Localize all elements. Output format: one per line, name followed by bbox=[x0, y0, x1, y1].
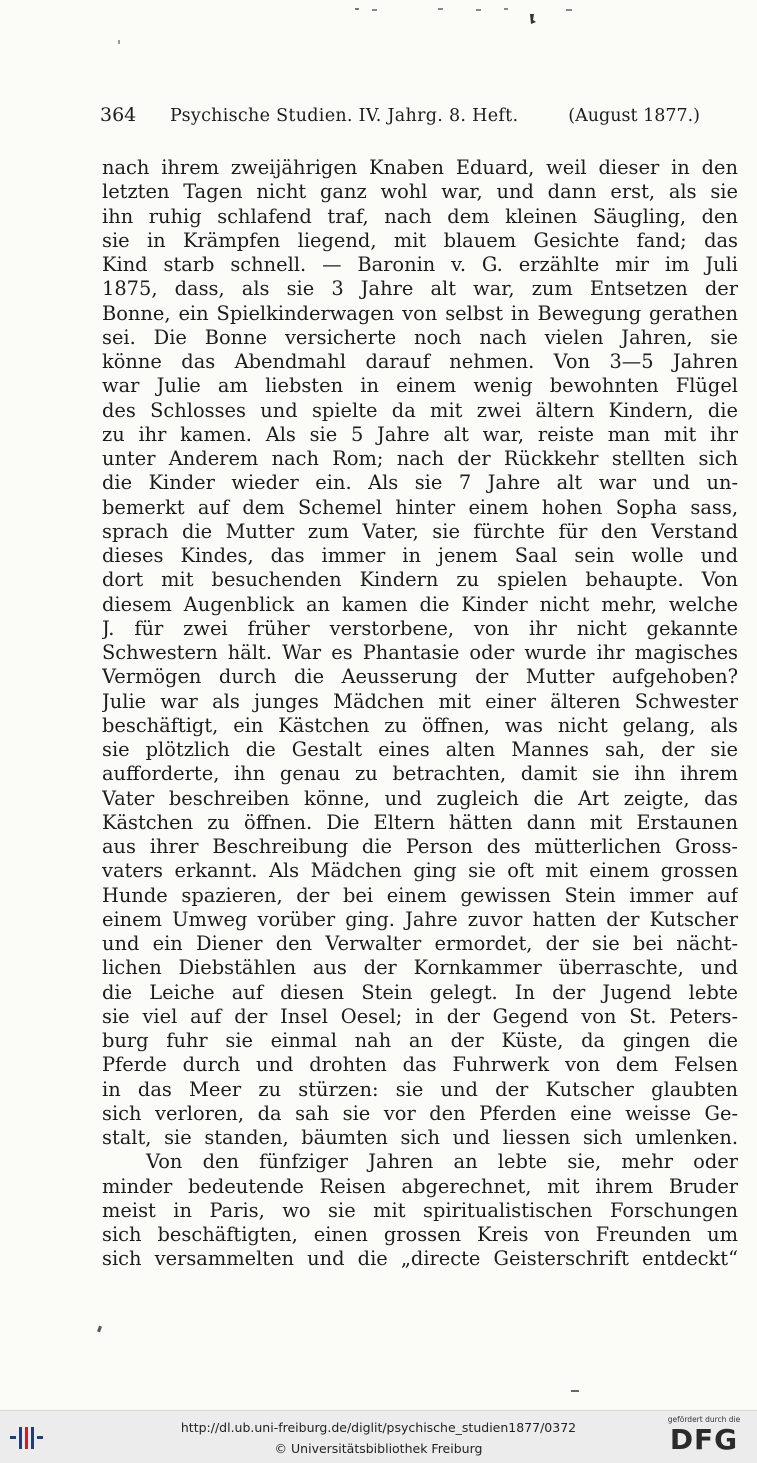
text-line: ihn ruhig schlafend traf, nach dem kleinen Säugling, den bbox=[102, 204, 738, 228]
text-line: sich verloren, da sah sie vor den Pferden eine weisse Ge- bbox=[102, 1101, 738, 1125]
text-line: beschäftigt, ein Kästchen zu öffnen, was nicht gelang, als bbox=[102, 713, 738, 737]
scan-mark bbox=[97, 1326, 102, 1333]
text-line: Kind starb schnell. — Baronin v. G. erzählte mir im Juli bbox=[102, 253, 738, 276]
text-line: die Kinder wieder ein. Als sie 7 Jahre alt war und un- bbox=[102, 471, 738, 495]
text-line: sie viel auf der Insel Oesel; in der Gegend von St. Peters- bbox=[102, 1004, 738, 1028]
text-line: stalt, sie standen, bäumten sich und liessen sich umlenken. bbox=[102, 1126, 738, 1149]
text-line: Hunde spazieren, der bei einem gewissen Stein immer auf bbox=[102, 883, 738, 907]
text-line: aufforderte, ihn genau zu betrachten, damit sie ihn ihrem bbox=[102, 762, 738, 786]
text-line: dort mit besuchenden Kindern zu spielen behaupte. Von bbox=[102, 568, 738, 592]
text-line: lichen Diebstählen aus der Kornkammer überraschte, und bbox=[102, 956, 738, 980]
body-text bbox=[102, 156, 738, 1272]
text-line: Pferde durch und drohten das Fuhrwerk von dem Felsen bbox=[102, 1053, 738, 1077]
text-line: 1875, dass, als sie 3 Jahre alt war, zum Entsetzen der bbox=[102, 277, 738, 301]
text-line: unter Anderem nach Rom; nach der Rückkehr stellten sich bbox=[102, 447, 738, 470]
text-line: minder bedeutende Reisen abgerechnet, mit ihrem Bruder bbox=[102, 1174, 738, 1198]
text-line: des Schlosses und spielte da mit zwei ältern Kindern, die bbox=[102, 398, 738, 422]
viewer-footer bbox=[0, 1410, 757, 1463]
text-line: Vermögen durch die Aeusserung der Mutter aufgehoben? bbox=[102, 665, 738, 689]
scan-mark bbox=[571, 1390, 579, 1392]
text-line: Von den fünfziger Jahren an lebte sie, mehr oder bbox=[146, 1150, 738, 1174]
text-line: könne das Abendmahl darauf nehmen. Von 3—5 Jahren bbox=[102, 350, 738, 373]
copyright-notice: © Universitätsbibliothek Freiburg bbox=[274, 1441, 483, 1456]
text-line: und ein Diener den Verwalter ermordet, der sie bei nächt- bbox=[102, 932, 738, 955]
text-line: Bonne, ein Spielkinderwagen von selbst in Bewegung gerathen bbox=[102, 301, 738, 325]
text-line: in das Meer zu stürzen: sie und der Kutscher glaubten bbox=[102, 1077, 738, 1101]
text-line: letzten Tagen nicht ganz wohl war, und dann erst, als sie bbox=[102, 180, 738, 204]
text-line: sprach die Mutter zum Vater, sie fürchte für den Verstand bbox=[102, 519, 738, 543]
text-line: einem Umweg vorüber ging. Jahre zuvor hatten der Kutscher bbox=[102, 907, 738, 931]
issue-date: (August 1877.) bbox=[568, 106, 700, 126]
dfg-caption: gefördert durch die bbox=[667, 1415, 741, 1424]
text-line: sie in Krämpfen liegend, mit blauem Gesichte fand; das bbox=[102, 228, 738, 252]
permalink-url[interactable]: http://dl.ub.uni-freiburg.de/diglit/psychische_studien1877/0372 bbox=[180, 1420, 577, 1435]
dfg-logo[interactable] bbox=[659, 1415, 749, 1461]
text-line: dieses Kindes, das immer in jenem Saal sein wolle und bbox=[102, 544, 738, 567]
text-line: Vater beschreiben könne, und zugleich die Art zeigte, das bbox=[102, 786, 738, 810]
text-line: sich beschäftigten, einen grossen Kreis von Freunden um bbox=[102, 1223, 738, 1246]
text-line: bemerkt auf dem Schemel hinter einem hohen Sopha sass, bbox=[102, 495, 738, 519]
text-line: zu ihr kamen. Als sie 5 Jahre alt war, reiste man mit ihr bbox=[102, 422, 738, 446]
text-line: J. für zwei früher verstorbene, von ihr nicht gekannte bbox=[102, 616, 738, 640]
text-line: aus ihrer Beschreibung die Person des mütterlichen Gross- bbox=[102, 835, 738, 858]
scan-specks bbox=[0, 0, 757, 60]
text-line: nach ihrem zweijährigen Knaben Eduard, weil dieser in den bbox=[102, 156, 738, 179]
running-title: Psychische Studien. IV. Jahrg. 8. Heft. bbox=[170, 106, 519, 126]
text-line: Schwestern hält. War es Phantasie oder wurde ihr magisches bbox=[102, 641, 738, 664]
text-line: Julie war als junges Mädchen mit einer älteren Schwester bbox=[102, 689, 738, 713]
text-line: war Julie am liebsten in einem wenig bewohnten Flügel bbox=[102, 374, 738, 398]
text-line: burg fuhr sie einmal nah an der Küste, da gingen die bbox=[102, 1029, 738, 1052]
text-line: sei. Die Bonne versicherte noch nach vielen Jahren, sie bbox=[102, 325, 738, 349]
text-line: meist in Paris, wo sie mit spiritualistischen Forschungen bbox=[102, 1198, 738, 1222]
text-line: sie plötzlich die Gestalt eines alten Mannes sah, der sie bbox=[102, 738, 738, 761]
text-line: vaters erkannt. Als Mädchen ging sie oft mit einem grossen bbox=[102, 859, 738, 883]
text-line: diesem Augenblick an kamen die Kinder nicht mehr, welche bbox=[102, 592, 738, 616]
running-header bbox=[100, 104, 700, 136]
text-line: sich versammelten und die „directe Geisterschrift entdeckt“ bbox=[102, 1247, 738, 1271]
text-line: Kästchen zu öffnen. Die Eltern hätten dann mit Erstaunen bbox=[102, 810, 738, 834]
text-line: die Leiche auf diesen Stein gelegt. In der Jugend lebte bbox=[102, 980, 738, 1004]
page-number: 364 bbox=[100, 104, 137, 126]
dfg-logo-text: DFG bbox=[669, 1423, 739, 1456]
